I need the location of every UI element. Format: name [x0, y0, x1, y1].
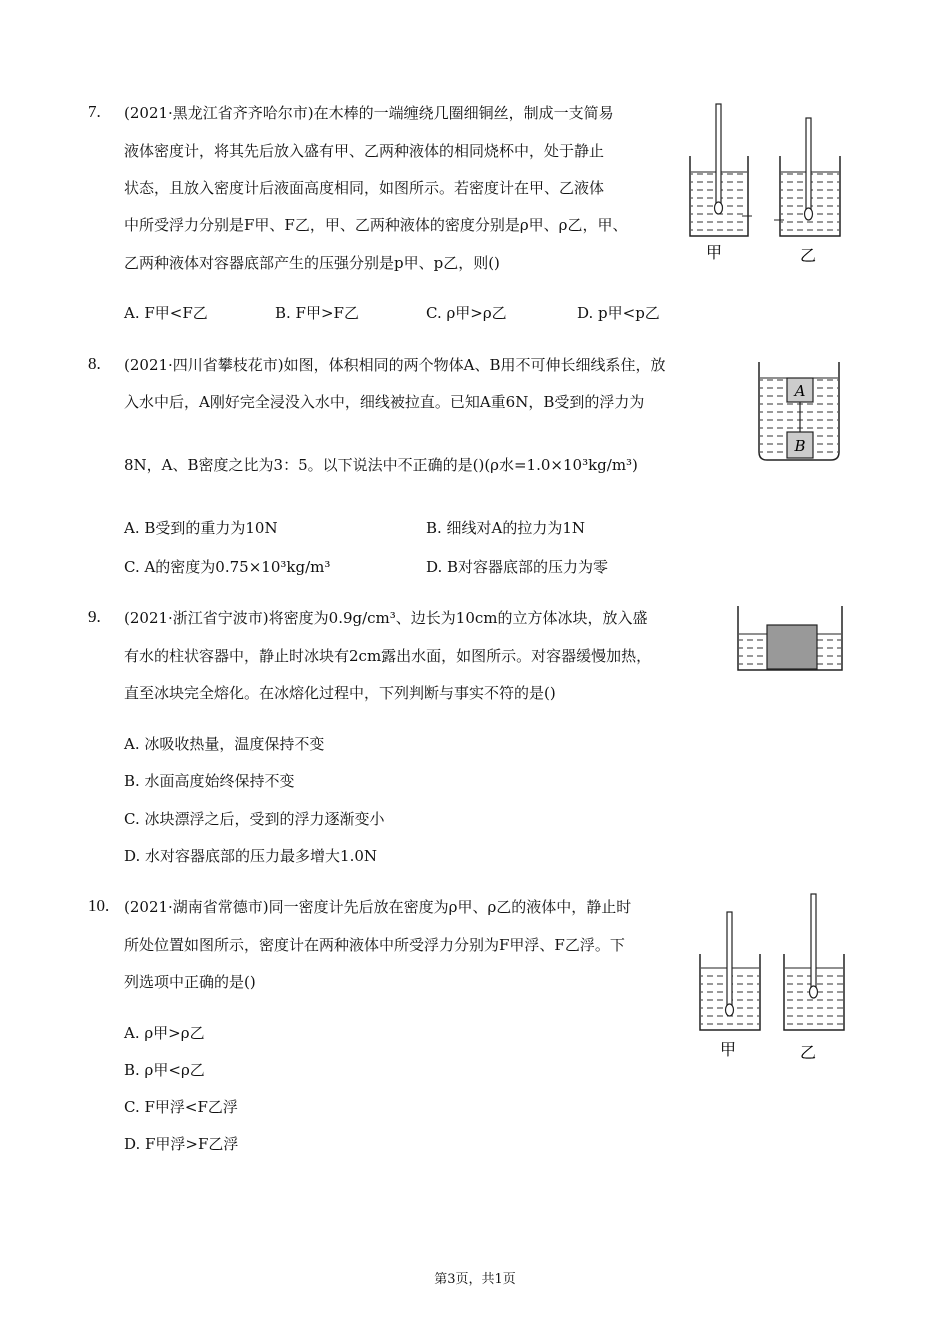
question-text-line: 有水的柱状容器中，静止时冰块有2cm露出水面，如图所示。对容器缓慢加热，: [124, 647, 652, 665]
question-text-line: 状态，且放入密度计后液面高度相同，如图所示。若密度计在甲、乙液体: [124, 179, 605, 197]
option-a[interactable]: A. B受到的重力为10N: [124, 519, 278, 537]
question-text-line: 入水中后，A刚好完全浸没入水中，细线被拉直。已知A重6N，B受到的浮力为: [124, 393, 645, 411]
hydrometer-right: [811, 894, 816, 988]
hydrometer-left: [716, 104, 721, 204]
option-d[interactable]: D. p甲<p乙: [577, 304, 660, 322]
block-label: B: [794, 437, 806, 455]
question-number: 8.: [88, 354, 101, 373]
ice-in-water-figure: [736, 604, 844, 672]
option-c[interactable]: C. F甲浮<F乙浮: [124, 1098, 238, 1116]
option-b[interactable]: B. ρ甲<ρ乙: [124, 1061, 205, 1079]
page-footer: 第3页，共1页: [434, 1272, 516, 1287]
block-label: A: [794, 382, 806, 400]
blocks-in-water-figure: [756, 360, 842, 464]
question-number: 9.: [88, 607, 101, 626]
question-text-line: (2021·黑龙江省齐齐哈尔市)在木棒的一端缠绕几圈细铜丝，制成一支简易: [124, 104, 614, 122]
question-text-line: 8N，A、B密度之比为3：5。以下说法中不正确的是()(ρ水=1.0×10³kg/m³): [124, 456, 638, 474]
question-text-line: 列选项中正确的是(): [124, 973, 256, 991]
option-d[interactable]: D. 水对容器底部的压力最多增大1.0N: [124, 847, 378, 865]
figure-label: 乙: [799, 1043, 817, 1062]
question-text-line: (2021·浙江省宁波市)将密度为0.9g/cm³、边长为10cm的立方体冰块，放入盛: [124, 609, 648, 627]
figure-label: 乙: [799, 246, 817, 265]
option-c[interactable]: C. 冰块漂浮之后，受到的浮力逐渐变小: [124, 810, 385, 828]
question-text-line: 所处位置如图所示，密度计在两种液体中所受浮力分别为F甲浮、F乙浮。下: [124, 936, 625, 954]
question-text-line: 中所受浮力分别是F甲、F乙，甲、乙两种液体的密度分别是ρ甲、ρ乙，甲、: [124, 216, 628, 234]
hydrometer-figure: [696, 892, 856, 1064]
hydrometer-right: [806, 118, 811, 210]
figure-label: 甲: [705, 243, 723, 262]
question-text-line: (2021·四川省攀枝花市)如图，体积相同的两个物体A、B用不可伸长细线系住，放: [124, 356, 666, 374]
ice-cube: [767, 625, 817, 669]
question-text-line: 乙两种液体对容器底部产生的压强分别是p甲、p乙，则(): [124, 254, 500, 272]
question-text-line: 直至冰块完全熔化。在冰熔化过程中，下列判断与事实不符的是(): [124, 684, 556, 702]
option-a[interactable]: A. ρ甲>ρ乙: [124, 1024, 205, 1042]
option-a[interactable]: A. 冰吸收热量，温度保持不变: [124, 735, 325, 753]
option-a[interactable]: A. F甲<F乙: [124, 304, 208, 322]
option-c[interactable]: C. ρ甲>ρ乙: [426, 304, 507, 322]
option-d[interactable]: D. B对容器底部的压力为零: [426, 558, 609, 576]
option-d[interactable]: D. F甲浮>F乙浮: [124, 1135, 239, 1153]
question-text-line: 液体密度计，将其先后放入盛有甲、乙两种液体的相同烧杯中，处于静止: [124, 142, 605, 160]
option-b[interactable]: B. F甲>F乙: [275, 304, 359, 322]
question-text-line: (2021·湖南省常德市)同一密度计先后放在密度为ρ甲、ρ乙的液体中，静止时: [124, 898, 632, 916]
option-b[interactable]: B. 水面高度始终保持不变: [124, 772, 295, 790]
option-b[interactable]: B. 细线对A的拉力为1N: [426, 519, 586, 537]
hydrometer-left: [727, 912, 732, 1006]
figure-label: 甲: [719, 1040, 737, 1059]
question-number: 7.: [88, 102, 101, 121]
hydrometer-figure: [686, 98, 856, 268]
question-number: 10.: [88, 896, 110, 915]
option-c[interactable]: C. A的密度为0.75×10³kg/m³: [124, 558, 331, 576]
